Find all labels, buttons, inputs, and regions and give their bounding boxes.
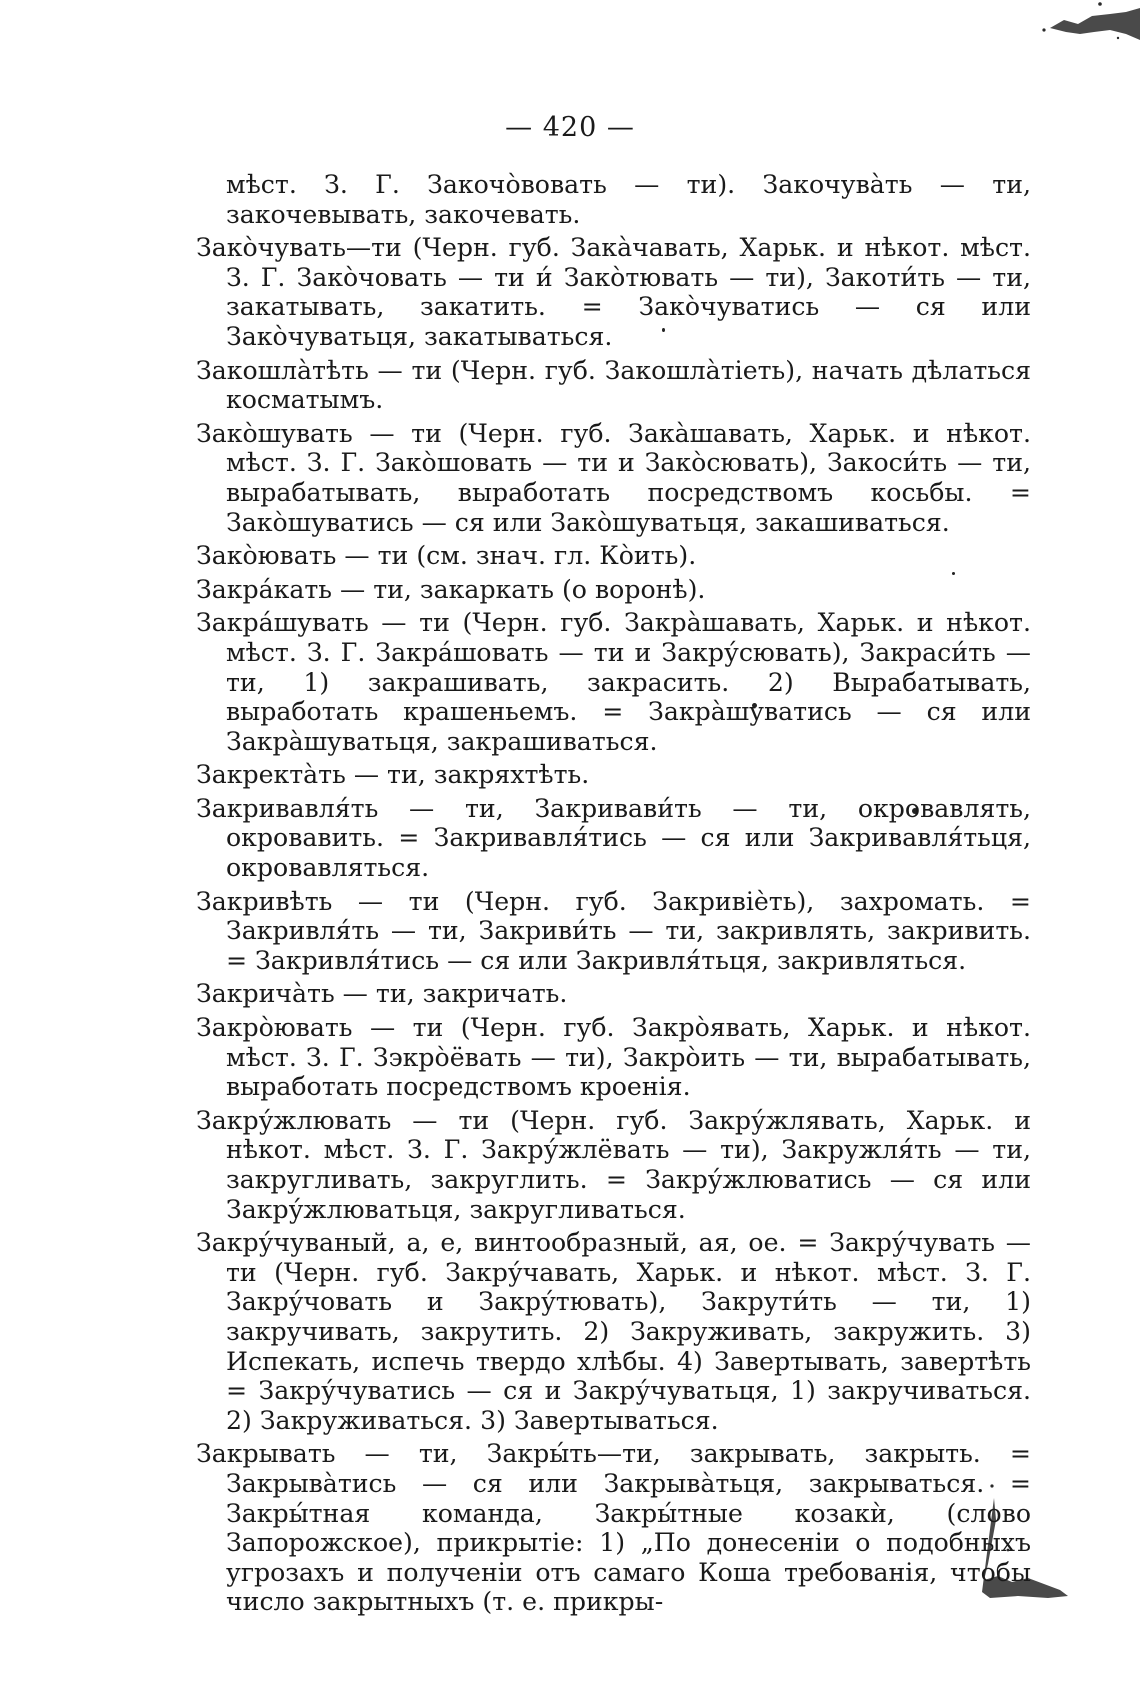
dictionary-entry: Закошлàтѣть — ти (Черн. губ. Закошлàтiеть), начать дѣлаться косматымъ. bbox=[196, 355, 1031, 415]
page-number: — 420 — bbox=[505, 112, 635, 143]
dictionary-entry: Закривавля́ть — ти, Закривави́ть — ти, окровавлять, окровавить. = Закривавля́тись — ся или Закривавля́тьця, окровавляться. bbox=[196, 793, 1031, 883]
dictionary-entry: Закривѣть — ти (Черн. губ. Закривiѐть), захромать. = Закривля́ть — ти, Закриви́ть — ти, закривлять, закривить. = Закривля́тись — ся или Закривля́тьця, закривляться. bbox=[196, 886, 1031, 975]
dictionary-entry: Закру́жлювать — ти (Черн. губ. Закру́жлявать, Харьк. и нѣкот. мѣст. З. Г. Закру́жлёвать — ти), Закружля́ть — ти, закругливать, закруглить. = Закру́жлюватись — ся или Закру́жлюватьця, закругливаться. bbox=[196, 1105, 1031, 1224]
dictionary-entry: Закòювать — ти (см. знач. гл. Кòить). bbox=[196, 541, 697, 571]
dictionary-entry: Закрòювать — ти (Черн. губ. Закрòявать, Харьк. и нѣкот. мѣст. З. Г. Зэкрòёвать — ти), Закрòить — ти, вырабатывать, выработать посредствомъ кроенiя. bbox=[196, 1013, 1031, 1102]
dictionary-entry: Закрывать — ти, Закры́ть—ти, закрывать, закрыть. = Закрывàтись — ся или Закрывàтьця, закрываться. = Закры́тная команда, Закры́тные козакѝ, (слово Запорожское), прикрытiе: 1) „По донесенiи о подобныхъ угрозахъ и полученiи отъ самаго Коша требованiя, чтобы число закрытныхъ (т. е. прикры- bbox=[196, 1439, 1031, 1617]
dictionary-entry: Закра́кать — ти, закаркать (о воронѣ). bbox=[196, 574, 706, 604]
dictionary-entry: Закра́шувать — ти (Черн. губ. Закрàшавать, Харьк. и нѣкот. мѣст. З. Г. Закра́шовать — ти и Закру́сювать), Закраси́ть — ти, 1) закрашивать, закрасить. 2) Вырабатывать, выработать крашеньемъ. = Закрàшуватись — ся или Закрàшуватьця, закрашиваться. bbox=[196, 608, 1031, 756]
dictionary-text bbox=[196, 170, 1031, 1617]
dictionary-entry: Закру́чуваный, а, е, винтообразный, ая, ое. = Закру́чувать — ти (Черн. губ. Закру́чавать, Харьк. и нѣкот. мѣст. З. Г. Закру́човать и Закру́тювать), Закрути́ть — ти, 1) закручивать, закрутить. 2) Закруживать, закружить. 3) Испекать, испечь твердо хлѣбы. 4) Завертывать, завертѣть = Закру́чуватись — ся и Закру́чуватьця, 1) закручиваться. 2) Закруживаться. 3) Завертываться. bbox=[196, 1228, 1031, 1435]
dictionary-entry: Закòшувать — ти (Черн. губ. Закàшавать, Харьк. и нѣкот. мѣст. З. Г. Закòшовать — ти и Закòсювать), Закоси́ть — ти, вырабатывать, выработать посредствомъ косьбы. = Закòшуватись — ся или Закòшуватьця, закашиваться. bbox=[196, 418, 1031, 537]
dictionary-entry: мѣст. З. Г. Закочòвовать — ти). Закочувàть — ти, закочевывать, закочевать. bbox=[226, 170, 1031, 229]
scan-smudge-top-right bbox=[1030, 0, 1140, 42]
dictionary-entry: Закòчувать—ти (Черн. губ. Закàчавать, Харьк. и нѣкот. мѣст. З. Г. Закòчовать — ти и́ Закòтювать — ти), Закоти́ть — ти, закатывать, закатить. = Закòчуватись — ся или Закòчуватьця, закатываться. bbox=[196, 233, 1031, 351]
dictionary-entry: Закричàть — ти, закричать. bbox=[196, 979, 568, 1009]
dictionary-entry: Закректàть — ти, закряхтѣть. bbox=[196, 760, 590, 790]
